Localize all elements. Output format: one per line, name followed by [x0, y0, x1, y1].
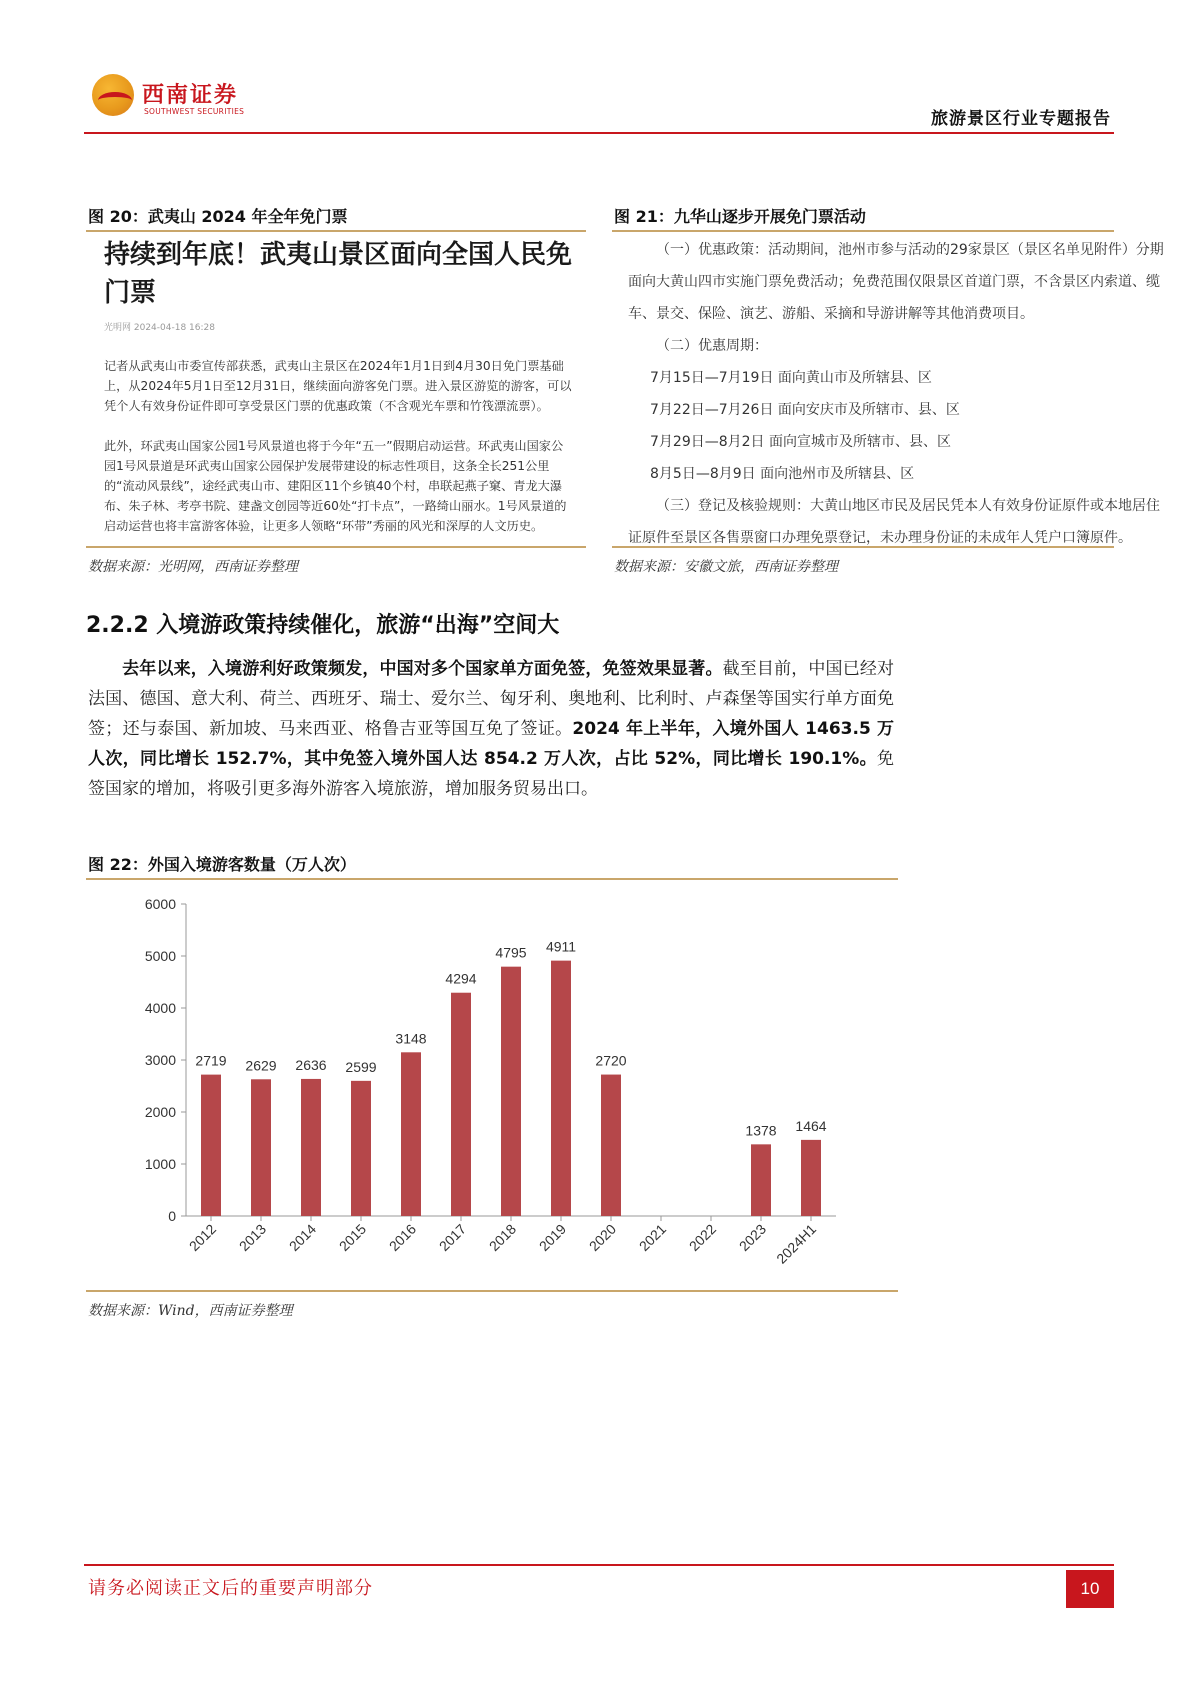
y-tick-label: 3000 — [144, 1052, 176, 1068]
x-tick-label-2020: 2020 — [585, 1220, 620, 1255]
fig21-line: 车、景交、保险、演艺、游船、采摘和导游讲解等其他消费项目。 — [628, 306, 1034, 322]
fig22-bottom-rule — [86, 1290, 898, 1292]
company-logo-icon — [92, 74, 134, 116]
fig21-line: （一）优惠政策：活动期间，池州市参与活动的29家景区（景区名单见附件）分期 — [656, 242, 1164, 258]
fig20-meta: 光明网 2024-04-18 16:28 — [104, 323, 215, 333]
fig20-bottom-rule — [86, 546, 586, 548]
fig21-line: 7月15日—7月19日 面向黄山市及所辖县、区 — [650, 370, 932, 386]
data-label-2017: 4294 — [445, 970, 477, 987]
fig20-paragraph-1: 记者从武夷山市委宣传部获悉，武夷山主景区在2024年1月1日到4月30日免门票基础上，从2024年5月1日至12月31日，继续面向游客免门票。进入景区游览的游客，可以凭个人有效身份证件即可享受景区门票的优惠政策（不含观光车票和竹筏漂流票）。 — [104, 359, 572, 413]
x-tick-label-2014: 2014 — [285, 1220, 320, 1255]
fig21-line: 8月5日—8月9日 面向池州市及所辖县、区 — [650, 466, 915, 482]
fig21-line: 证原件至景区各售票窗口办理免票登记，未办理身份证的未成年人凭户口簿原件。 — [628, 530, 1132, 546]
x-tick-label-2019: 2019 — [535, 1220, 570, 1255]
fig20-source: 数据来源：光明网，西南证券整理 — [88, 559, 298, 575]
y-tick-label: 6000 — [144, 896, 176, 912]
bar-2013 — [251, 1079, 271, 1216]
section-title: 2.2.2 入境游政策持续催化，旅游“出海”空间大 — [86, 613, 560, 638]
fig20-headline: 持续到年底！武夷山景区面向全国人民免门票 — [104, 240, 573, 308]
bar-2015 — [351, 1081, 371, 1216]
x-tick-label-2013: 2013 — [235, 1220, 270, 1255]
data-label-2019: 4911 — [545, 938, 577, 955]
y-tick-label: 4000 — [144, 1000, 176, 1016]
body-text-2: 免签国家的增加，将吸引更多海外游客入境旅游，增加服务贸易出口。 — [88, 749, 894, 799]
page-number: 10 — [1066, 1570, 1114, 1608]
bar-2017 — [451, 993, 471, 1216]
data-label-2024H1: 1464 — [795, 1117, 827, 1134]
x-tick-label-2018: 2018 — [485, 1220, 520, 1255]
x-tick-label-2016: 2016 — [385, 1220, 420, 1255]
logo-text: 西南证券 — [142, 82, 239, 108]
y-tick-label: 1000 — [144, 1156, 176, 1172]
body-bold-1: 去年以来，入境游利好政策频发，中国对多个国家单方面免签，免签效果显著。 — [122, 659, 723, 679]
y-tick-label: 0 — [168, 1208, 176, 1224]
fig21-line: 面向大黄山四市实施门票免费活动；免费范围仅限景区首道门票，不含景区内索道、缆 — [628, 274, 1160, 290]
bar-2019 — [551, 961, 571, 1216]
bar-2024H1 — [801, 1140, 821, 1216]
fig21-line: （三）登记及核验规则：大黄山地区市民及居民凭本人有效身份证原件或本地居住 — [656, 498, 1160, 514]
data-label-2023: 1378 — [745, 1122, 777, 1139]
bar-2018 — [501, 967, 521, 1216]
fig21-line: （二）优惠周期： — [656, 338, 768, 354]
data-label-2018: 4795 — [495, 944, 527, 961]
fig22-source: 数据来源：Wind，西南证券整理 — [88, 1303, 293, 1319]
fig21-title: 图 21：九华山逐步开展免门票活动 — [614, 207, 866, 226]
body-text-1: 截至目前，中国已经对法国、德国、意大利、荷兰、西班牙、瑞士、爱尔兰、匈牙利、奥地利、比利时、卢森堡等国实行单方面免签；还与泰国、新加坡、马来西亚、格鲁吉亚等国互免了签证。 — [88, 659, 895, 739]
body-bold-2: 2024 年上半年，入境外国人 1463.5 万人次，同比增长 152.7%，其中免签入境外国人达 854.2 万人次，占比 52%，同比增长 190.1%。 — [88, 719, 895, 769]
section-body — [88, 654, 894, 804]
data-label-2012: 2719 — [195, 1052, 227, 1069]
footer-disclaimer: 请务必阅读正文后的重要声明部分 — [88, 1578, 373, 1599]
data-label-2014: 2636 — [295, 1056, 327, 1073]
bar-2012 — [201, 1075, 221, 1216]
inbound-tourists-bar-chart — [86, 880, 898, 1280]
x-tick-label-2012: 2012 — [185, 1220, 220, 1255]
data-label-2020: 2720 — [595, 1052, 627, 1069]
fig22-title: 图 22：外国入境游客数量（万人次） — [88, 855, 356, 874]
footer-divider — [84, 1564, 1114, 1566]
data-label-2013: 2629 — [245, 1057, 277, 1074]
data-label-2015: 2599 — [345, 1058, 377, 1075]
y-tick-label: 5000 — [144, 948, 176, 964]
fig21-source: 数据来源：安徽文旅，西南证券整理 — [614, 559, 838, 575]
x-tick-label-2015: 2015 — [335, 1220, 370, 1255]
x-tick-label-2021: 2021 — [635, 1220, 670, 1255]
logo-subtext: SOUTHWEST SECURITIES — [144, 107, 245, 116]
fig21-top-rule — [612, 230, 1114, 232]
header-divider — [84, 132, 1114, 134]
bar-2020 — [601, 1075, 621, 1216]
x-tick-label-2024H1: 2024H1 — [773, 1220, 820, 1267]
fig20-title: 图 20：武夷山 2024 年全年免门票 — [88, 207, 348, 226]
fig21-bottom-rule — [612, 546, 1114, 548]
x-tick-label-2022: 2022 — [685, 1220, 720, 1255]
fig21-line: 7月29日—8月2日 面向宣城市及所辖市、县、区 — [650, 434, 951, 450]
fig20-top-rule — [86, 230, 586, 232]
bar-2016 — [401, 1052, 421, 1216]
bar-2023 — [751, 1144, 771, 1216]
fig20-paragraph-2: 此外，环武夷山国家公园1号风景道也将于今年“五一”假期启动运营。环武夷山国家公园1号风景道是环武夷山国家公园保护发展带建设的标志性项目，这条全长251公里的“流动风景线”，途经武夷山市、建阳区11个乡镇40个村，串联起燕子窠、青龙大瀑布、朱子林、考亭书院、建盏文创园等近60处“打卡点”，一路绮山丽水。1号风景道的启动运营也将丰富游客体验，让更多人领略“环带”秀丽的风光和深厚的人文历史。 — [104, 439, 567, 533]
x-tick-label-2023: 2023 — [735, 1220, 770, 1255]
bar-2014 — [301, 1079, 321, 1216]
y-tick-label: 2000 — [144, 1104, 176, 1120]
report-title: 旅游景区行业专题报告 — [931, 109, 1111, 129]
x-tick-label-2017: 2017 — [435, 1220, 470, 1255]
fig21-line: 7月22日—7月26日 面向安庆市及所辖市、县、区 — [650, 402, 960, 418]
data-label-2016: 3148 — [395, 1030, 427, 1047]
